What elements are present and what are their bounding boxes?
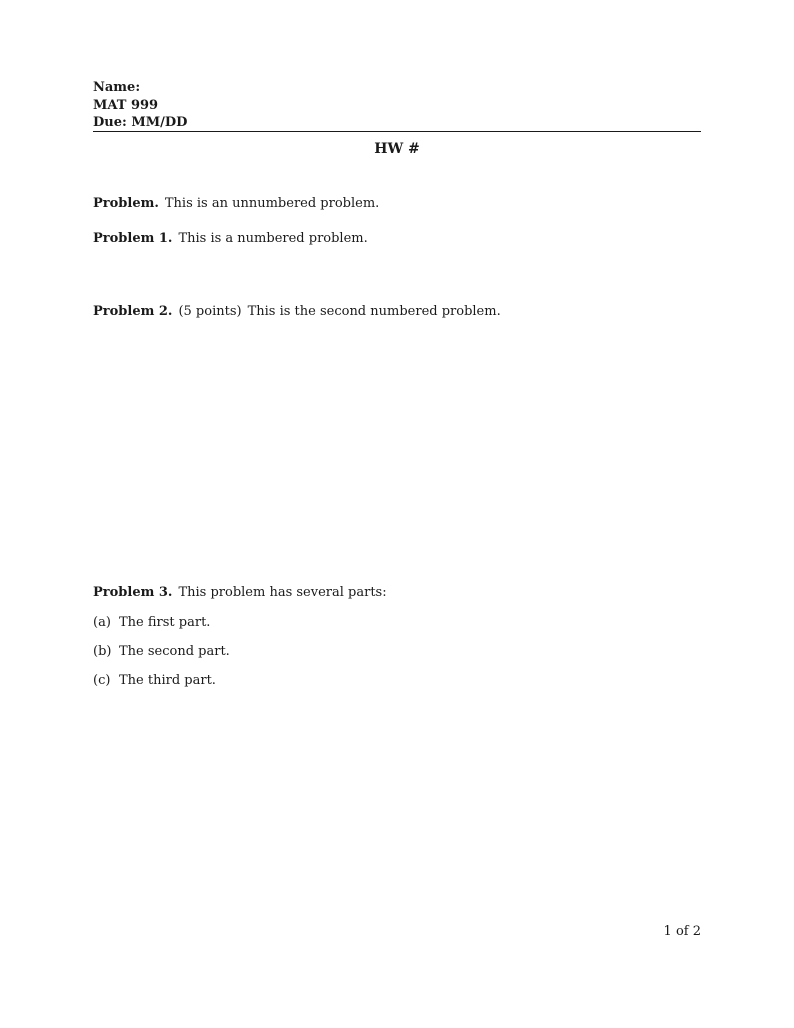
part-marker: (a) bbox=[93, 615, 111, 630]
part-text: The first part. bbox=[119, 615, 211, 630]
part-c bbox=[93, 673, 216, 688]
part-text: The second part. bbox=[119, 644, 230, 659]
problem-text: This is an unnumbered problem. bbox=[164, 196, 380, 211]
problem-label: Problem 1. bbox=[93, 231, 173, 246]
page-title: HW # bbox=[374, 141, 420, 157]
name-label: Name: bbox=[93, 80, 141, 95]
header-rule bbox=[93, 131, 701, 132]
problem-label: Problem 2. bbox=[93, 304, 173, 319]
problem-label: Problem 3. bbox=[93, 585, 173, 600]
page-number: 1 of 2 bbox=[663, 924, 701, 939]
problem-text: This is a numbered problem. bbox=[178, 231, 368, 246]
due-date: Due: MM/DD bbox=[93, 115, 188, 130]
part-b bbox=[93, 644, 230, 659]
header-block bbox=[93, 79, 701, 132]
problem-label: Problem. bbox=[93, 196, 159, 211]
problem-2 bbox=[93, 304, 501, 319]
part-a bbox=[93, 615, 210, 630]
problem-1 bbox=[93, 231, 368, 246]
problem-points: (5 points) bbox=[178, 304, 242, 319]
course-code: MAT 999 bbox=[93, 97, 159, 113]
problem-3 bbox=[93, 585, 387, 600]
part-text: The third part. bbox=[119, 673, 216, 688]
problem-text: This problem has several parts: bbox=[178, 585, 387, 600]
problem-text: This is the second numbered problem. bbox=[247, 304, 501, 319]
problem-unnumbered bbox=[93, 196, 379, 211]
part-marker: (b) bbox=[93, 644, 112, 659]
part-marker: (c) bbox=[93, 673, 111, 688]
